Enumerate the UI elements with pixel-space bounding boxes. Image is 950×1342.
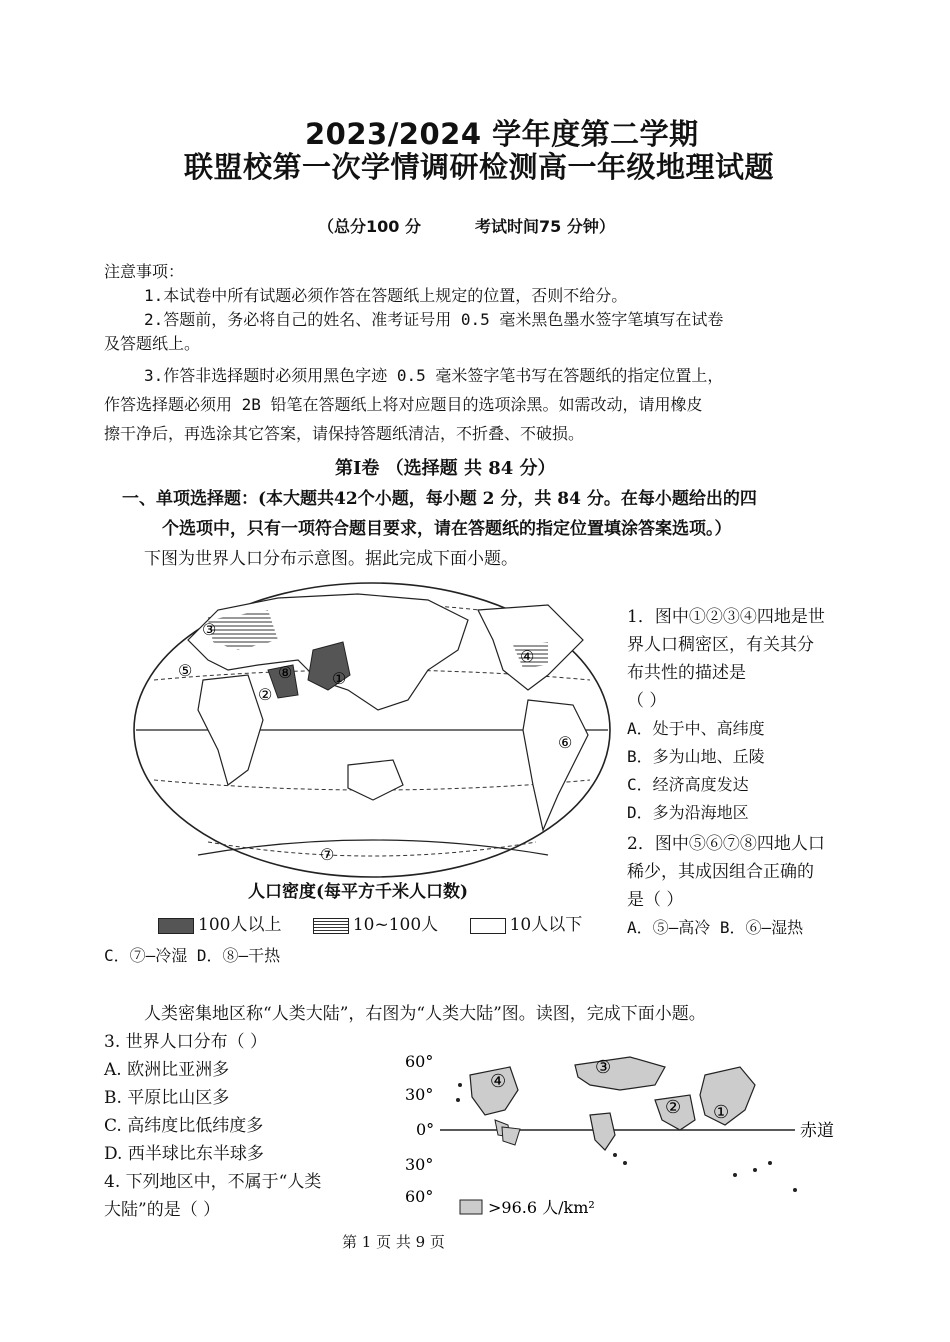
- lat-60n: 60°: [405, 1052, 434, 1071]
- map1-marker-3: ③: [202, 620, 217, 639]
- q1-stem-2: 界人口稠密区，有关其分: [627, 635, 814, 655]
- total-score: （总分100 分: [318, 217, 421, 236]
- map1-caption: 人口密度(每平方千米人口数): [248, 882, 469, 902]
- q1-option-b: B．多为山地、丘陵: [627, 747, 765, 766]
- q3-stem: 3. 世界人口分布（ ）: [104, 1032, 268, 1052]
- map2-intro: 人类密集地区称“人类大陆”，右图为“人类大陆”图。读图，完成下面小题。: [144, 1004, 706, 1024]
- notice-line-2b: 及答题纸上。: [104, 334, 201, 353]
- q2-options-ab: A．⑤—高冷 B．⑥—湿热: [627, 918, 804, 937]
- legend-high-label: 100人以上: [198, 915, 282, 935]
- q1-option-a: A．处于中、高纬度: [627, 719, 765, 738]
- antarctica-shape: [198, 840, 548, 855]
- q4-stem-2: 大陆”的是（ ）: [104, 1200, 221, 1220]
- map2-marker-1: ①: [713, 1102, 730, 1123]
- q2-options-cd: C．⑦—冷湿 D．⑧—干热: [104, 946, 281, 965]
- notice-line-3b: 作答选择题必须用 2B 铅笔在答题纸上将对应题目的选项涂黑。如需改动，请用橡皮: [104, 395, 703, 414]
- q4-stem-1: 4. 下列地区中，不属于“人类: [104, 1172, 322, 1192]
- q3-option-c: C. 高纬度比低纬度多: [104, 1116, 264, 1136]
- page-footer: 第 1 页 共 9 页: [342, 1233, 445, 1251]
- q1-stem-1: 1．图中①②③④四地是世: [627, 607, 825, 627]
- notice-line-2a: 2.答题前，务必将自己的姓名、准考证号用 0.5 毫米黑色墨水签字笔填写在试卷: [144, 310, 724, 329]
- map2-marker-2: ②: [665, 1097, 682, 1118]
- legend-mid-swatch: [313, 918, 349, 934]
- south-america-shape: [523, 700, 588, 830]
- map1-marker-5: ⑤: [178, 661, 193, 680]
- equator-label: 赤道: [800, 1121, 834, 1141]
- map1-marker-7: ⑦: [320, 845, 335, 864]
- map2-marker-4: ④: [490, 1071, 507, 1092]
- lat-0: 0°: [416, 1120, 435, 1139]
- map1-marker-4: ④: [520, 647, 535, 666]
- q3-option-a: A. 欧洲比亚洲多: [104, 1060, 230, 1080]
- notice-line-1: 1.本试卷中所有试题必须作答在答题纸上规定的位置，否则不给分。: [144, 286, 628, 305]
- part1-line1: 一、单项选择题：(本大题共42个小题，每小题 2 分，共 84 分。在每小题给出的四: [122, 489, 757, 509]
- section-title: 第Ⅰ卷 （选择题 共 84 分）: [335, 458, 556, 479]
- sa-dense-area: [502, 1127, 520, 1145]
- part1-line2: 个选项中，只有一项符合题目要求，请在答题纸的指定位置填涂答案选项。）: [162, 519, 732, 539]
- exam-title-line1: 2023/2024 学年度第二学期: [305, 117, 699, 151]
- africa-dense-area: [590, 1113, 615, 1150]
- q2-stem-1: 2．图中⑤⑥⑦⑧四地人口: [627, 834, 825, 854]
- q3-option-b: B. 平原比山区多: [104, 1088, 230, 1108]
- europe-dense-area: [575, 1057, 665, 1090]
- map1-legend: [158, 910, 582, 935]
- map1-marker-1: ①: [332, 669, 347, 688]
- legend-low-swatch: [470, 918, 506, 934]
- australia-shape: [348, 760, 403, 800]
- map2-legend-swatch: [460, 1200, 482, 1214]
- lat-30n: 30°: [405, 1085, 434, 1104]
- q1-option-d: D．多为沿海地区: [627, 803, 749, 822]
- notice-line-3c: 擦干净后，再选涂其它答案，请保持答题纸清洁，不折叠、不破损。: [104, 424, 585, 443]
- q2-stem-2: 稀少，其成因组合正确的: [627, 862, 814, 882]
- human-continent-map: [400, 1045, 860, 1225]
- map1-marker-2: ②: [258, 685, 273, 704]
- map2-legend-label: >96.6 人/km²: [488, 1198, 595, 1217]
- notice-line-3a: 3.作答非选择题时必须用黑色字迹 0.5 毫米签字笔书写在答题纸的指定位置上，: [144, 366, 724, 385]
- q3-option-d: D. 西半球比东半球多: [104, 1144, 264, 1164]
- world-population-map: [128, 580, 618, 910]
- q1-stem-3: 布共性的描述是: [627, 663, 746, 683]
- map1-marker-8: ⑧: [278, 663, 293, 682]
- notice-heading: 注意事项：: [104, 262, 185, 281]
- q1-option-c: C．经济高度发达: [627, 775, 749, 794]
- legend-high-swatch: [158, 918, 194, 934]
- q2-stem-3: 是（ ）: [627, 890, 684, 910]
- exam-time: 考试时间75 分钟）: [475, 217, 615, 236]
- q1-blank: （ ）: [627, 691, 667, 711]
- lat-30s: 30°: [405, 1155, 434, 1174]
- antarctic-circle: [208, 842, 536, 856]
- map2-marker-3: ③: [595, 1057, 612, 1078]
- africa-shape: [198, 675, 263, 785]
- legend-low-label: 10人以下: [509, 915, 583, 935]
- map1-marker-6: ⑥: [558, 733, 573, 752]
- legend-mid-label: 10~100人: [352, 915, 439, 935]
- exam-title-line2: 联盟校第一次学情调研检测高一年级地理试题: [184, 150, 775, 184]
- map1-intro: 下图为世界人口分布示意图。据此完成下面小题。: [144, 549, 518, 569]
- lat-60s: 60°: [405, 1187, 434, 1206]
